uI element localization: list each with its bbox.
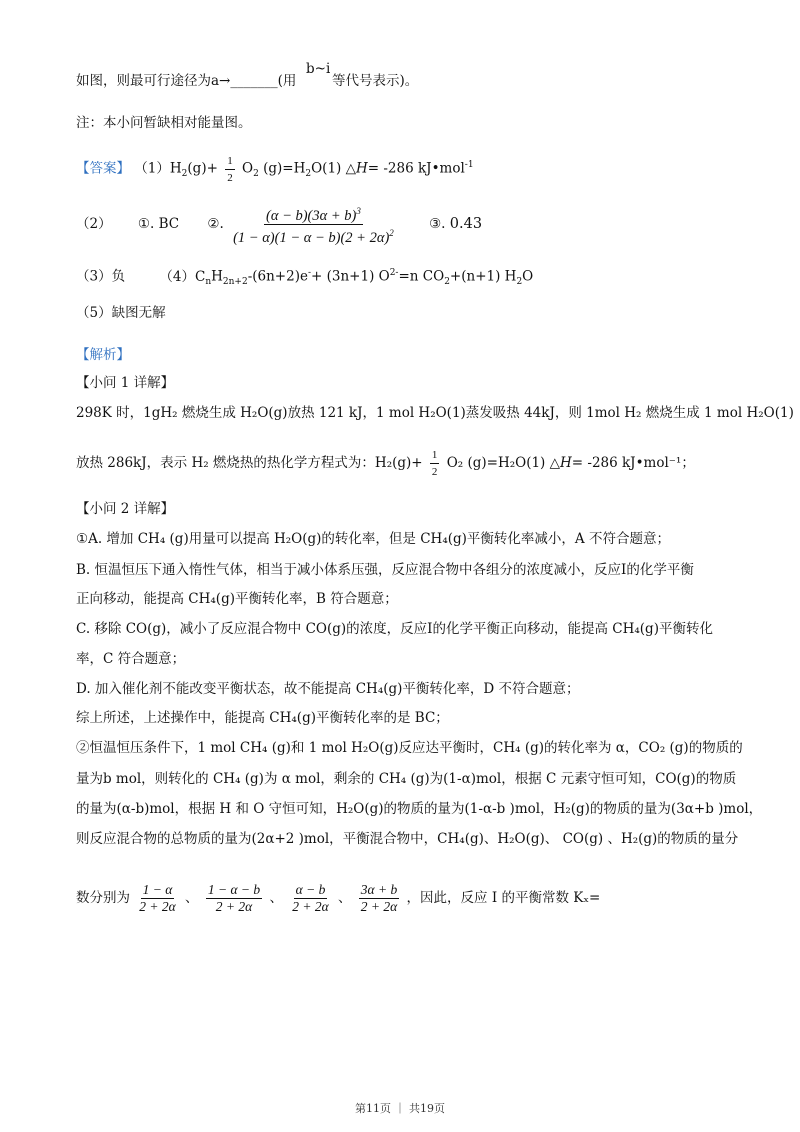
line-b-text: B. 恒温恒压下通入惰性气体，相当于减小体系压强，反应混合物中各组分的浓度减小，反应I的化学平衡 [76,562,694,578]
sep-2: 、 [269,890,283,906]
p1-line1-text: 298K 时，1gH₂ 燃烧生成 H₂O(g)放热 121 kJ，1 mol H₂O(1)蒸发吸热 44kJ，则 1mol H₂ 燃烧生成 1 mol H₂O(1) [76,405,794,421]
kx-den [231,225,396,246]
part3: （3）负 [76,268,126,285]
fraction-co [290,882,330,915]
note-line [76,114,252,132]
part4f: +(n+1) H [449,268,517,285]
answer-part5 [76,304,166,322]
part4g: O [522,268,534,285]
line-2-d [76,830,738,848]
f4-num: 3α + b [360,882,398,897]
f3-den: 2 + 2α [292,899,329,914]
half-num: 1 [225,153,235,170]
analysis-tag-text: 【解析】 [76,347,130,363]
p1a: （1）H [134,160,182,177]
half2-num: 1 [430,447,440,464]
p1c: O [242,160,254,177]
sub-2-title [76,500,174,518]
question-4-text-post: 等代号表示)。 [332,73,419,89]
part2-3: ③. [429,216,446,232]
question-4-line [76,72,296,90]
kx-den-exp: 2 [389,228,394,238]
half-fraction [225,153,235,186]
sub2-text: 【小问 2 详解】 [76,501,175,517]
line-summary-text: 综上所述，上述操作中，能提高 CH₄(g)平衡转化率的是 BC； [76,710,449,726]
p1-line2-c: H [560,455,572,471]
page-footer [0,1100,800,1116]
sub1-text: 【小问 1 详解】 [76,375,175,391]
part2-label: （2） [76,216,112,232]
line-2-c [76,800,762,818]
part4d: + (3n+1) O [311,268,390,285]
fraction-h2 [359,882,399,915]
note-text: 注：本小问暂缺相对能量图。 [76,115,252,131]
half2-den: 2 [431,466,438,478]
half-fraction-2 [430,447,440,480]
p1f: = -286 kJ•mol [367,160,465,177]
part4a: （4）C [159,268,206,285]
f2-num: 1 − α − b [207,882,261,897]
part4e: =n CO [398,268,445,285]
f3-num: α − b [295,882,326,897]
p1h: H [355,160,368,177]
line-2b-text: 量为b mol，则转化的 CH₄ (g)为 α mol，剩余的 CH₄ (g)为(1-α)mol，根据 C 元素守恒可知，CO(g)的物质 [76,771,737,787]
f2-den: 2 + 2α [215,899,253,914]
line-2-a [76,739,743,757]
kx-fraction [231,203,396,246]
line-c [76,620,713,638]
p1sup: -1 [464,160,474,170]
fraction-h2o [206,882,262,915]
line-a-text: ①A. 增加 CH₄ (g)用量可以提高 H₂O(g)的转化率，但是 CH₄(g)平衡转化率减小，A 不符合题意； [76,531,670,547]
answer-part3-4: （3）负 $(4)C_nH_{2n+2}-(6n+2)e^-+ (3n+1)$ $O^{2-}=n$ $CO_2+(n+1)$ $H_2O$ [76,268,534,288]
question-4-text-pre: 如图，则最可行途径为a→_______(用 [76,73,297,89]
line-2d-text: 则反应混合物的总物质的量为(2α+2 )mol，平衡混合物中，CH₄(g)、H₂O(g)、 CO(g) 、H₂(g)的物质的量分 [76,831,739,847]
code-label-text: b~i [306,61,331,77]
part4b: H [211,268,223,285]
line-2c-text: 的量为(α-b)mol，根据 H 和 O 守恒可知，H₂O(g)的物质的量为(1-α-b )mol，H₂(g)的物质的量为(3α+b )mol， [76,801,763,817]
line-a [76,530,670,548]
analysis-tag [76,346,130,364]
line-2-b [76,770,736,788]
f1-den: 2 + 2α [139,899,176,914]
fraction-ch4 [137,882,177,915]
kx-num-exp: 3 [356,206,361,217]
line-b [76,561,694,579]
footer-text: 第11页 ｜ 共19页 [355,1102,445,1115]
p1-line2-a: 放热 286kJ，表示 H₂ 燃烧热的热化学方程式为：H₂(g)+ [76,455,423,471]
f4-den: 2 + 2α [360,899,398,914]
question-4-post [332,72,418,90]
half-den: 2 [227,171,233,184]
line-summary [76,709,449,727]
p1e: O(1) △ [311,160,356,177]
part2-2: ②. [207,216,224,232]
part5-text: （5）缺图无解 [76,305,166,321]
sep-3: 、 [338,890,352,906]
line-b2 [76,590,398,608]
answer-tag: 【答案】 [76,160,130,177]
answer-part1: 【答案】 $(1)H_2(g)+$ $\frac{1}{2}$ $O_2$ $(g)=H_2O(1)$ △H= -286 kJ•mol$^{-1}$ [76,154,474,184]
p1d: (g)=H [263,160,306,177]
para-1-line-2 [76,446,695,480]
sub-1-title [76,374,174,392]
p1-line2-d: = -286 kJ•mol⁻¹； [571,455,695,471]
answer-part2 [76,202,482,246]
line-d [76,680,580,698]
line-c-text: C. 移除 CO(g)，减小了反应混合物中 CO(g)的浓度，反应I的化学平衡正向移动，能提高 CH₄(g)平衡转化 [76,621,713,637]
sep-1: 、 [185,890,199,906]
kx-num-text: (α − b)(3α + b) [266,208,357,224]
line-b2-text: 正向移动，能提高 CH₄(g)平衡转化率，B 符合题意； [76,591,398,607]
mf-pre: 数分别为 [76,890,130,906]
line-c2-text: 率，C 符合题意； [76,651,186,667]
line-d-text: D. 加入催化剂不能改变平衡状态，故不能提高 CH₄(g)平衡转化率，D 不符合题意； [76,681,580,697]
p1-line2-b: O₂ (g)=H₂O(1) △ [446,455,560,471]
line-c2 [76,650,185,668]
line-2a-text: ②恒温恒压条件下，1 mol CH₄ (g)和 1 mol H₂O(g)反应达平衡时，CH₄ (g)的转化率为 α，CO₂ (g)的物质的 [76,740,743,756]
mf-post: ，因此，反应 I 的平衡常数 Kₓ= [406,890,601,906]
part4c: -(6n+2)e [247,268,308,285]
kx-den-text: (1 − α)(1 − α − b)(2 + 2α) [233,229,390,246]
part2-3-val: 0.43 [449,216,483,232]
code-label [306,60,330,78]
p1b: (g)+ [187,160,218,177]
kx-num [264,203,363,225]
part2-1: ①. BC [137,216,180,232]
para-1-line-1 [76,404,794,422]
mole-fractions-line [76,876,600,920]
f1-num: 1 − α [142,882,173,897]
